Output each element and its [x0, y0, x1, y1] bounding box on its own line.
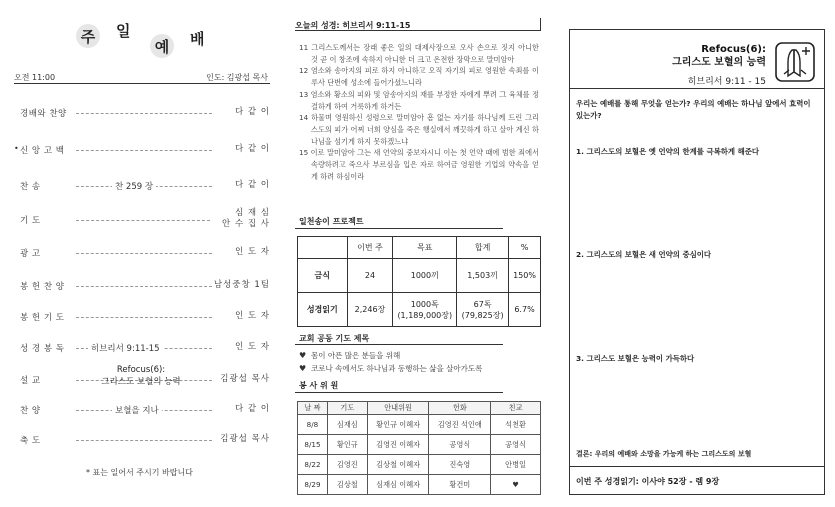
sermon-notes-title	[672, 43, 766, 69]
prayer-text: 코로나 속에서도 하나님과 동행하는 삶을 살아가도록	[311, 364, 483, 373]
verse-12: 12 염소와 송아지의 피로 하지 아니하고 오직 자기의 피로 영원한 속죄를 이루사 단번에 성소에 들어가셨느니라	[299, 66, 539, 88]
leader-dots	[76, 113, 212, 114]
verse-13: 13 염소와 황소의 피와 및 암송아지의 재를 부정한 자에게 뿌려 그 육체를 정결하게 하여 거룩하게 하거든	[299, 89, 539, 111]
order-leader: 다 같 이	[234, 404, 270, 414]
table-cell: 황인규	[327, 435, 367, 455]
table-cell: 김영진 이혜자	[367, 435, 429, 455]
order-detail: 히브리서 9:11-15	[88, 342, 163, 354]
table-row	[298, 475, 541, 495]
order-leader: 다 같 이	[234, 107, 270, 117]
order-item: 설 교	[20, 376, 41, 386]
verse-15: 15 이로 말미암아 그는 새 언약의 중보자시니 이는 첫 언약 때에 범한 죄에서 속량하려고 죽으사 부르심을 입은 자로 하여금 영원한 기업의 약속을 얻게 하려 하심이라	[299, 148, 539, 181]
divider	[14, 83, 270, 84]
table-cell: 김상철 이혜자	[367, 455, 429, 475]
leader-dots	[76, 440, 212, 441]
divider	[540, 18, 541, 31]
table-header: 친교	[491, 402, 541, 415]
table-cell: 1000끼	[393, 259, 457, 293]
order-detail: 찬 259 장	[112, 180, 156, 192]
table-cell: 공영식	[491, 435, 541, 455]
table-cell: 김영진 석인애	[429, 415, 491, 435]
order-leader: 심 재 심 안 수 집 사	[222, 208, 270, 229]
order-row	[14, 402, 272, 418]
table-header: 이번 주	[347, 237, 393, 259]
order-item: 찬 송	[20, 182, 41, 192]
order-row	[14, 105, 272, 121]
table-cell: 150%	[509, 259, 541, 293]
leader-dots	[76, 253, 212, 254]
order-item: 성 경 봉 독	[20, 344, 65, 354]
leader-dots	[76, 220, 210, 221]
worship-title	[68, 14, 258, 60]
divider	[570, 88, 824, 89]
order-item: 봉 헌 찬 양	[20, 282, 65, 292]
order-leader: 다 같 이	[234, 144, 270, 154]
table-cell: 8/29	[298, 475, 328, 495]
divider	[295, 344, 503, 345]
table-header: 헌화	[429, 402, 491, 415]
sermon-notes-panel	[569, 29, 825, 495]
title-char-1: 주	[76, 24, 100, 48]
order-leader: 김광섭 목사	[220, 434, 270, 444]
verse-14: 14 하물며 영원하신 성령으로 말미암아 흠 없는 자기를 하나님께 드린 그리스도의 피가 어찌 너희 양심을 죽은 행실에서 깨끗하게 하고 살아 계신 하나님을 섬기게 하지 못하겠느냐	[299, 113, 539, 146]
table-row	[298, 259, 541, 293]
project-table	[297, 236, 541, 327]
order-leader: 인 도 자	[234, 247, 270, 257]
sermon-conclusion: 결론: 우리의 예배와 소망을 가능케 하는 그리스도의 보혈	[576, 450, 752, 458]
table-cell: 2,246장	[347, 293, 393, 327]
order-leader: 인 도 자	[234, 311, 270, 321]
verse-11: 11 그리스도께서는 장래 좋은 일의 대제사장으로 오사 손으로 짓지 아니한 것 곧 이 창조에 속하지 아니한 더 크고 온전한 장막으로 말미암아	[299, 43, 539, 64]
servant-title: 봉 사 위 원	[299, 381, 339, 390]
leader-dots	[76, 317, 212, 318]
heart-icon: ♥	[491, 475, 541, 495]
table-cell: 1000독 (1,189,000장)	[393, 293, 457, 327]
sermon-notes-title-line2: 그리스도 보혈의 능력	[672, 57, 766, 68]
table-row	[298, 455, 541, 475]
order-item: 축 도	[20, 436, 41, 446]
leader-dots	[76, 286, 212, 287]
prayer-text: 몸이 아픈 많은 분들을 위해	[311, 351, 401, 360]
table-cell: 1,503끼	[457, 259, 509, 293]
prayer-item	[299, 350, 400, 361]
table-row	[298, 293, 541, 327]
service-leader: 인도: 김광섭 목사	[206, 73, 268, 82]
table-header: 목표	[393, 237, 457, 259]
prayer-item	[299, 363, 482, 374]
order-row	[14, 178, 272, 194]
bulletin-middle-panel	[293, 0, 543, 507]
order-item: 기 도	[20, 216, 41, 226]
table-header: %	[509, 237, 541, 259]
servant-table	[297, 401, 541, 495]
sermon-title-line1: Refocus(6):	[116, 365, 166, 375]
order-row	[14, 309, 272, 325]
table-cell: 8/15	[298, 435, 328, 455]
standing-note: * 표는 일어서 주시기 바랍니다	[86, 468, 193, 477]
order-leader: 남성중창 1팀	[213, 280, 270, 290]
table-header-row	[298, 402, 541, 415]
table-cell: 24	[347, 259, 393, 293]
heart-icon: ♥	[299, 351, 307, 360]
table-header: 안내위원	[367, 402, 429, 415]
standing-marker: •	[14, 144, 19, 153]
order-leader: 인 도 자	[234, 342, 270, 352]
sermon-question: 우리는 예배를 통해 무엇을 얻는가? 우리의 예배는 하나님 앞에서 효력이 있는가?	[576, 99, 811, 120]
order-leader: 김광섭 목사	[220, 374, 270, 384]
table-cell: 심재심 이혜자	[367, 475, 429, 495]
table-cell: 8/22	[298, 455, 328, 475]
scripture-verses	[299, 42, 539, 182]
order-item: 광 고	[20, 249, 41, 259]
sermon-point-2: 2. 그리스도의 보혈은 새 언약의 중심이다	[576, 250, 712, 259]
heart-icon: ♥	[299, 364, 307, 373]
table-cell: 안병일	[491, 455, 541, 475]
title-char-3: 예	[150, 34, 174, 58]
reading-header: 오늘의 성경: 히브리서 9:11-15	[295, 21, 411, 30]
order-row	[14, 142, 272, 158]
table-cell: 김상철	[327, 475, 367, 495]
order-row	[14, 208, 272, 229]
worship-order-panel	[0, 0, 282, 507]
table-header: 기도	[327, 402, 367, 415]
table-cell: 황인규 이혜자	[367, 415, 429, 435]
sermon-notes-scripture: 히브리서 9:11 - 15	[687, 77, 766, 87]
table-cell: 성경읽기	[298, 293, 348, 327]
order-detail: 보혈을 지나	[112, 404, 162, 416]
table-cell: 금식	[298, 259, 348, 293]
prayer-title: 교회 공동 기도 제목	[299, 334, 370, 343]
order-row	[14, 278, 272, 294]
title-char-2: 일	[116, 22, 131, 40]
order-row	[14, 340, 272, 356]
divider	[295, 228, 503, 229]
divider	[570, 466, 824, 467]
table-cell: 황건미	[429, 475, 491, 495]
table-header-row	[298, 237, 541, 259]
order-item: 봉 헌 기 도	[20, 313, 65, 323]
sermon-title-line2: 그리스도 보혈의 능력	[101, 377, 181, 387]
sermon-notes-title-line1: Refocus(6):	[701, 44, 766, 55]
sermon-title	[86, 364, 196, 388]
order-leader: 다 같 이	[234, 180, 270, 190]
divider	[295, 30, 541, 31]
order-row	[14, 432, 272, 448]
table-cell: 김영진	[327, 455, 367, 475]
table-header: 날 짜	[298, 402, 328, 415]
praying-hands-icon	[775, 42, 815, 82]
table-row	[298, 415, 541, 435]
leader-dots	[76, 150, 212, 151]
table-cell: 67독 (79,825장)	[457, 293, 509, 327]
title-char-4: 배	[190, 30, 205, 48]
table-cell: 심재심	[327, 415, 367, 435]
table-header	[298, 237, 348, 259]
order-item: 신 앙 고 백	[20, 146, 65, 156]
table-cell: 진숙영	[429, 455, 491, 475]
order-item: 찬 양	[20, 406, 41, 416]
table-cell: 8/8	[298, 415, 328, 435]
table-cell: 석천환	[491, 415, 541, 435]
order-item: 경배와 찬양	[20, 109, 67, 119]
service-time: 오전 11:00	[14, 73, 56, 82]
weekly-reading: 이번 주 성경읽기: 이사야 52장 - 렘 9장	[576, 477, 720, 486]
sermon-point-3: 3. 그리스도 보혈은 능력이 가득하다	[576, 354, 695, 363]
table-header: 합계	[457, 237, 509, 259]
table-cell: 6.7%	[509, 293, 541, 327]
sermon-point-1: 1. 그리스도의 보혈은 옛 언약의 한계를 극복하게 해준다	[576, 147, 760, 156]
divider	[295, 392, 503, 393]
order-row	[14, 245, 272, 261]
table-cell: 공영식	[429, 435, 491, 455]
table-row	[298, 435, 541, 455]
project-title: 일천송이 프로젝트	[299, 217, 364, 226]
